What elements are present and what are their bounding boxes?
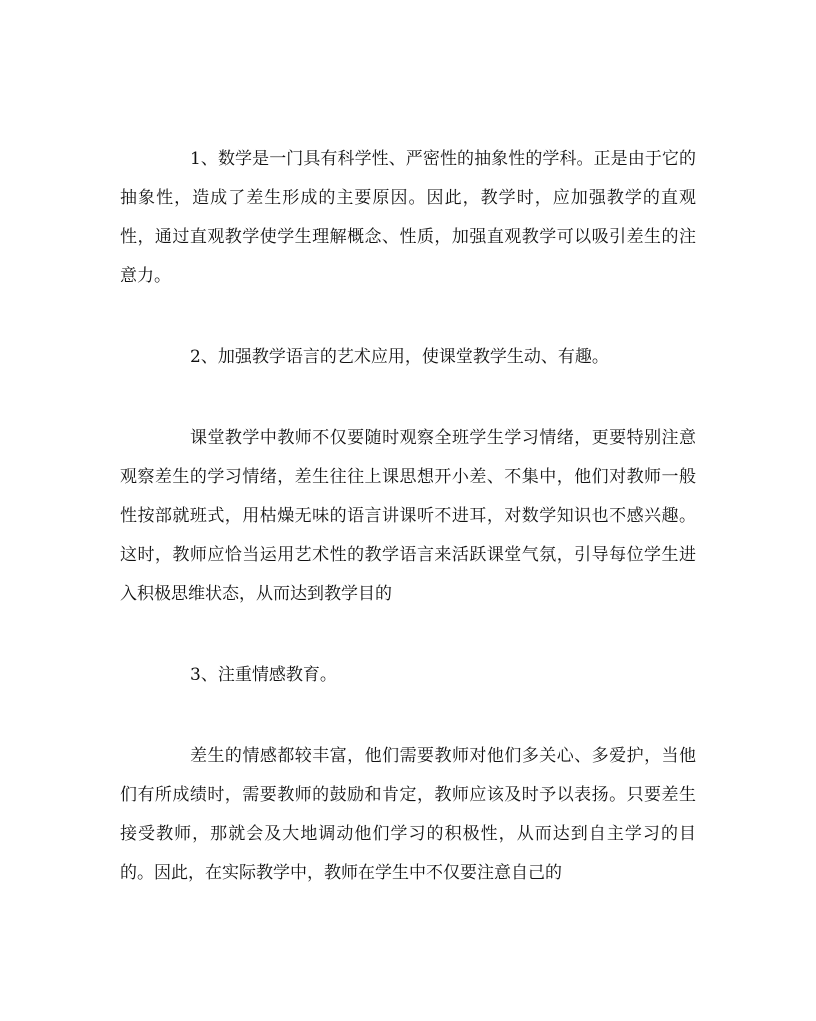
paragraph-gap [120,695,696,737]
paragraph-1: 1、数学是一门具有科学性、严密性的抽象性的学科。正是由于它的抽象性，造成了差生形成的主要原因。因此，教学时，应加强教学的直观性，通过直观教学使学生理解概念、性质，加强直观教学可以吸引差生的注意力。 [120,149,696,286]
paragraph-gap [120,614,696,656]
paragraph-3: 课堂教学中教师不仅要随时观察全班学生学习情绪，更要特别注意观察差生的学习情绪，差生往往上课思想开小差、不集中，他们对教师一般性按部就班式，用枯燥无味的语言讲课听不进耳，对数学知识也不感兴趣。这时，教师应恰当运用艺术性的教学语言来活跃课堂气氛，引导每位学生进入积极思维状态，从而达到教学目的 [120,428,696,604]
paragraph-2: 2、加强教学语言的艺术应用，使课堂教学生动、有趣。 [190,347,609,367]
paragraph-gap [120,296,696,338]
paragraph-5: 差生的情感都较丰富，他们需要教师对他们多关心、多爱护，当他们有所成绩时，需要教师的鼓励和肯定，教师应该及时予以表扬。只要差生接受教师，那就会及大地调动他们学习的积极性，从而达到自主学习的目的。因此，在实际教学中，教师在学生中不仅要注意自己的 [120,746,696,883]
document-body [120,140,696,893]
paragraph-4: 3、注重情感教育。 [190,665,337,685]
paragraph-gap [120,377,696,419]
